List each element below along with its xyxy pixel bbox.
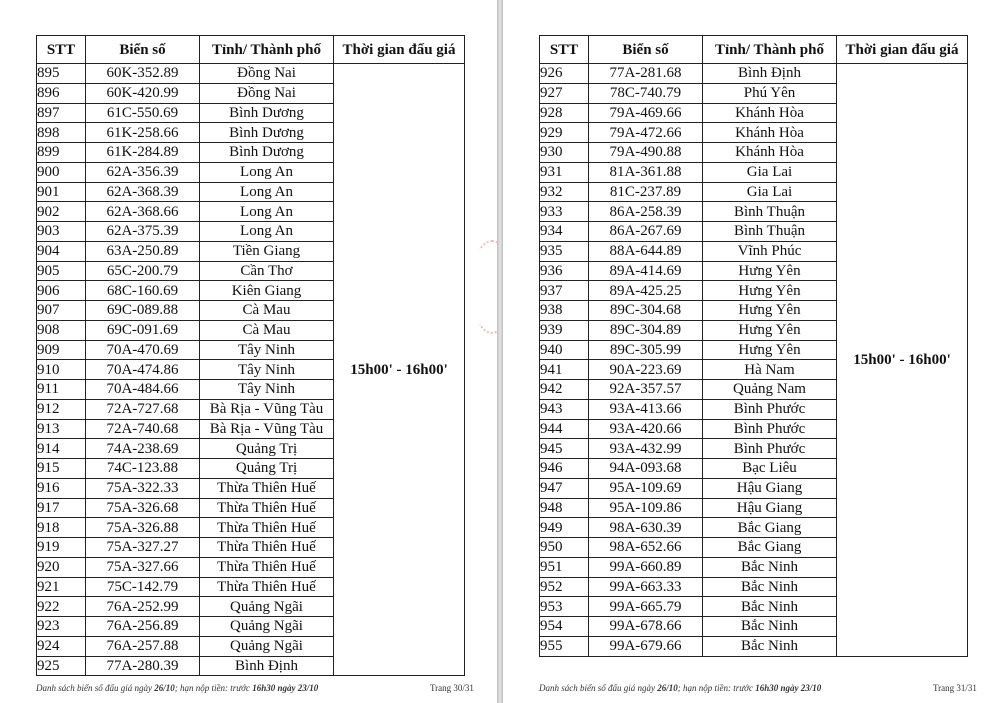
plate-cell: 93A-432.99 xyxy=(589,439,703,459)
table-row xyxy=(37,64,465,84)
plate-cell: 94A-093.68 xyxy=(589,459,703,479)
province-cell: Quảng Ngãi xyxy=(200,636,334,656)
province-cell: Đồng Nai xyxy=(200,83,334,103)
stt-cell: 906 xyxy=(37,281,86,301)
header-province: Tỉnh/ Thành phố xyxy=(200,36,334,64)
plate-cell: 93A-413.66 xyxy=(589,399,703,419)
province-cell: Quảng Ngãi xyxy=(200,597,334,617)
province-cell: Bình Dương xyxy=(200,123,334,143)
province-cell: Bình Phước xyxy=(703,439,837,459)
plate-cell: 76A-252.99 xyxy=(86,597,200,617)
plate-cell: 75A-327.27 xyxy=(86,538,200,558)
plate-cell: 61K-284.89 xyxy=(86,143,200,163)
plate-cell: 75A-327.66 xyxy=(86,557,200,577)
plate-cell: 92A-357.57 xyxy=(589,380,703,400)
stt-cell: 937 xyxy=(540,281,589,301)
footer-date: 26/10 xyxy=(154,683,175,693)
stt-cell: 920 xyxy=(37,557,86,577)
stt-cell: 931 xyxy=(540,162,589,182)
plate-cell: 77A-281.68 xyxy=(589,64,703,84)
plate-cell: 69C-091.69 xyxy=(86,320,200,340)
province-cell: Bắc Giang xyxy=(703,538,837,558)
plate-cell: 81A-361.88 xyxy=(589,162,703,182)
province-cell: Thừa Thiên Huế xyxy=(200,518,334,538)
plate-cell: 99A-665.79 xyxy=(589,597,703,617)
plate-cell: 89C-305.99 xyxy=(589,340,703,360)
plate-cell: 76A-256.89 xyxy=(86,617,200,637)
province-cell: Tây Ninh xyxy=(200,340,334,360)
province-cell: Hưng Yên xyxy=(703,301,837,321)
stt-cell: 932 xyxy=(540,182,589,202)
plate-cell: 60K-352.89 xyxy=(86,64,200,84)
stt-cell: 949 xyxy=(540,518,589,538)
province-cell: Hậu Giang xyxy=(703,478,837,498)
plate-cell: 70A-484.66 xyxy=(86,380,200,400)
plate-cell: 76A-257.88 xyxy=(86,636,200,656)
document-page-left xyxy=(0,0,497,703)
page-number-left: Trang 30/31 xyxy=(430,683,474,693)
province-cell: Cà Mau xyxy=(200,301,334,321)
header-province: Tỉnh/ Thành phố xyxy=(703,36,837,64)
province-cell: Bình Định xyxy=(703,64,837,84)
stt-cell: 900 xyxy=(37,162,86,182)
province-cell: Quảng Ngãi xyxy=(200,617,334,637)
province-cell: Bắc Ninh xyxy=(703,617,837,637)
footer-deadline: 16h30 ngày 23/10 xyxy=(755,683,822,693)
stt-cell: 904 xyxy=(37,241,86,261)
province-cell: Cần Thơ xyxy=(200,261,334,281)
header-time: Thời gian đấu giá xyxy=(334,36,465,64)
footer-text: Danh sách biển số đấu giá ngày xyxy=(539,683,658,693)
plate-cell: 70A-474.86 xyxy=(86,360,200,380)
province-cell: Bình Thuận xyxy=(703,202,837,222)
plate-cell: 62A-368.39 xyxy=(86,182,200,202)
plate-cell: 89C-304.68 xyxy=(589,301,703,321)
province-cell: Long An xyxy=(200,162,334,182)
stt-cell: 940 xyxy=(540,340,589,360)
table-body-right xyxy=(540,64,968,657)
stt-cell: 902 xyxy=(37,202,86,222)
plate-cell: 81C-237.89 xyxy=(589,182,703,202)
plate-cell: 89C-304.89 xyxy=(589,320,703,340)
plate-cell: 95A-109.69 xyxy=(589,478,703,498)
stt-cell: 898 xyxy=(37,123,86,143)
stt-cell: 945 xyxy=(540,439,589,459)
plate-cell: 63A-250.89 xyxy=(86,241,200,261)
stt-cell: 896 xyxy=(37,83,86,103)
stt-cell: 935 xyxy=(540,241,589,261)
stt-cell: 918 xyxy=(37,518,86,538)
auction-table-right xyxy=(539,35,968,657)
plate-cell: 75A-322.33 xyxy=(86,478,200,498)
stt-cell: 917 xyxy=(37,498,86,518)
document-page-right xyxy=(503,0,1000,703)
stt-cell: 951 xyxy=(540,557,589,577)
plate-cell: 79A-490.88 xyxy=(589,143,703,163)
plate-cell: 68C-160.69 xyxy=(86,281,200,301)
stt-cell: 921 xyxy=(37,577,86,597)
footer-note-left xyxy=(36,683,318,693)
province-cell: Hưng Yên xyxy=(703,261,837,281)
province-cell: Bà Rịa - Vũng Tàu xyxy=(200,419,334,439)
stt-cell: 933 xyxy=(540,202,589,222)
province-cell: Hưng Yên xyxy=(703,320,837,340)
province-cell: Tây Ninh xyxy=(200,380,334,400)
table-header-row xyxy=(37,36,465,64)
stt-cell: 909 xyxy=(37,340,86,360)
province-cell: Bình Định xyxy=(200,656,334,676)
stt-cell: 916 xyxy=(37,478,86,498)
stt-cell: 914 xyxy=(37,439,86,459)
province-cell: Bình Dương xyxy=(200,143,334,163)
plate-cell: 60K-420.99 xyxy=(86,83,200,103)
plate-cell: 90A-223.69 xyxy=(589,360,703,380)
province-cell: Hà Nam xyxy=(703,360,837,380)
province-cell: Hưng Yên xyxy=(703,281,837,301)
province-cell: Vĩnh Phúc xyxy=(703,241,837,261)
footer-text: ; hạn nộp tiền: trước xyxy=(174,683,253,693)
plate-cell: 72A-740.68 xyxy=(86,419,200,439)
plate-cell: 75A-326.88 xyxy=(86,518,200,538)
plate-cell: 99A-679.66 xyxy=(589,636,703,656)
plate-cell: 79A-469.66 xyxy=(589,103,703,123)
province-cell: Bình Thuận xyxy=(703,222,837,242)
stt-cell: 905 xyxy=(37,261,86,281)
stt-cell: 908 xyxy=(37,320,86,340)
province-cell: Bắc Ninh xyxy=(703,577,837,597)
stt-cell: 939 xyxy=(540,320,589,340)
stt-cell: 922 xyxy=(37,597,86,617)
plate-cell: 77A-280.39 xyxy=(86,656,200,676)
stt-cell: 942 xyxy=(540,380,589,400)
plate-cell: 86A-258.39 xyxy=(589,202,703,222)
province-cell: Khánh Hòa xyxy=(703,123,837,143)
plate-cell: 62A-356.39 xyxy=(86,162,200,182)
stt-cell: 910 xyxy=(37,360,86,380)
footer-date: 26/10 xyxy=(657,683,678,693)
stt-cell: 924 xyxy=(37,636,86,656)
province-cell: Hậu Giang xyxy=(703,498,837,518)
auction-time-cell: 15h00' - 16h00' xyxy=(837,64,968,657)
header-plate: Biển số xyxy=(86,36,200,64)
footer-text: Danh sách biển số đấu giá ngày xyxy=(36,683,155,693)
plate-cell: 61K-258.66 xyxy=(86,123,200,143)
plate-cell: 86A-267.69 xyxy=(589,222,703,242)
stt-cell: 919 xyxy=(37,538,86,558)
province-cell: Bà Rịa - Vũng Tàu xyxy=(200,399,334,419)
province-cell: Bắc Giang xyxy=(703,518,837,538)
stt-cell: 946 xyxy=(540,459,589,479)
province-cell: Đồng Nai xyxy=(200,64,334,84)
plate-cell: 99A-678.66 xyxy=(589,617,703,637)
plate-cell: 70A-470.69 xyxy=(86,340,200,360)
plate-cell: 99A-660.89 xyxy=(589,557,703,577)
province-cell: Bắc Ninh xyxy=(703,557,837,577)
header-plate: Biển số xyxy=(589,36,703,64)
plate-cell: 69C-089.88 xyxy=(86,301,200,321)
plate-cell: 74A-238.69 xyxy=(86,439,200,459)
stt-cell: 925 xyxy=(37,656,86,676)
province-cell: Thừa Thiên Huế xyxy=(200,577,334,597)
province-cell: Tây Ninh xyxy=(200,360,334,380)
province-cell: Bạc Liêu xyxy=(703,459,837,479)
province-cell: Tiền Giang xyxy=(200,241,334,261)
province-cell: Phú Yên xyxy=(703,83,837,103)
province-cell: Bắc Ninh xyxy=(703,636,837,656)
footer-note-right xyxy=(539,683,821,693)
stt-cell: 944 xyxy=(540,419,589,439)
plate-cell: 89A-414.69 xyxy=(589,261,703,281)
stt-cell: 926 xyxy=(540,64,589,84)
province-cell: Long An xyxy=(200,222,334,242)
auction-table-left xyxy=(36,35,465,676)
header-time: Thời gian đấu giá xyxy=(837,36,968,64)
stt-cell: 952 xyxy=(540,577,589,597)
province-cell: Kiên Giang xyxy=(200,281,334,301)
province-cell: Bình Phước xyxy=(703,419,837,439)
plate-cell: 65C-200.79 xyxy=(86,261,200,281)
province-cell: Long An xyxy=(200,202,334,222)
plate-cell: 75C-142.79 xyxy=(86,577,200,597)
plate-cell: 79A-472.66 xyxy=(589,123,703,143)
table-row xyxy=(540,64,968,84)
stt-cell: 950 xyxy=(540,538,589,558)
province-cell: Quảng Nam xyxy=(703,380,837,400)
province-cell: Gia Lai xyxy=(703,182,837,202)
province-cell: Quảng Trị xyxy=(200,439,334,459)
plate-cell: 89A-425.25 xyxy=(589,281,703,301)
stt-cell: 927 xyxy=(540,83,589,103)
stt-cell: 955 xyxy=(540,636,589,656)
province-cell: Bình Dương xyxy=(200,103,334,123)
stt-cell: 899 xyxy=(37,143,86,163)
stt-cell: 907 xyxy=(37,301,86,321)
stt-cell: 938 xyxy=(540,301,589,321)
footer-deadline: 16h30 ngày 23/10 xyxy=(252,683,319,693)
footer-text: ; hạn nộp tiền: trước xyxy=(677,683,756,693)
stt-cell: 934 xyxy=(540,222,589,242)
plate-cell: 99A-663.33 xyxy=(589,577,703,597)
province-cell: Long An xyxy=(200,182,334,202)
stt-cell: 903 xyxy=(37,222,86,242)
plate-cell: 95A-109.86 xyxy=(589,498,703,518)
stt-cell: 929 xyxy=(540,123,589,143)
province-cell: Bình Phước xyxy=(703,399,837,419)
province-cell: Bắc Ninh xyxy=(703,597,837,617)
stt-cell: 895 xyxy=(37,64,86,84)
province-cell: Cà Mau xyxy=(200,320,334,340)
table-header-row xyxy=(540,36,968,64)
page-number-right: Trang 31/31 xyxy=(933,683,977,693)
table-body-left xyxy=(37,64,465,676)
stt-cell: 930 xyxy=(540,143,589,163)
province-cell: Thừa Thiên Huế xyxy=(200,538,334,558)
province-cell: Khánh Hòa xyxy=(703,103,837,123)
plate-cell: 62A-375.39 xyxy=(86,222,200,242)
stt-cell: 941 xyxy=(540,360,589,380)
auction-time-cell: 15h00' - 16h00' xyxy=(334,64,465,676)
plate-cell: 88A-644.89 xyxy=(589,241,703,261)
plate-cell: 61C-550.69 xyxy=(86,103,200,123)
plate-cell: 72A-727.68 xyxy=(86,399,200,419)
stt-cell: 928 xyxy=(540,103,589,123)
stt-cell: 953 xyxy=(540,597,589,617)
province-cell: Quảng Trị xyxy=(200,459,334,479)
stt-cell: 912 xyxy=(37,399,86,419)
stt-cell: 923 xyxy=(37,617,86,637)
stt-cell: 954 xyxy=(540,617,589,637)
stt-cell: 901 xyxy=(37,182,86,202)
province-cell: Thừa Thiên Huế xyxy=(200,557,334,577)
plate-cell: 75A-326.68 xyxy=(86,498,200,518)
stt-cell: 897 xyxy=(37,103,86,123)
province-cell: Thừa Thiên Huế xyxy=(200,478,334,498)
province-cell: Gia Lai xyxy=(703,162,837,182)
header-stt: STT xyxy=(540,36,589,64)
stt-cell: 943 xyxy=(540,399,589,419)
plate-cell: 62A-368.66 xyxy=(86,202,200,222)
header-stt: STT xyxy=(37,36,86,64)
province-cell: Thừa Thiên Huế xyxy=(200,498,334,518)
stt-cell: 911 xyxy=(37,380,86,400)
plate-cell: 78C-740.79 xyxy=(589,83,703,103)
plate-cell: 98A-630.39 xyxy=(589,518,703,538)
province-cell: Khánh Hòa xyxy=(703,143,837,163)
stt-cell: 948 xyxy=(540,498,589,518)
province-cell: Hưng Yên xyxy=(703,340,837,360)
stt-cell: 947 xyxy=(540,478,589,498)
stt-cell: 936 xyxy=(540,261,589,281)
plate-cell: 98A-652.66 xyxy=(589,538,703,558)
stt-cell: 915 xyxy=(37,459,86,479)
plate-cell: 93A-420.66 xyxy=(589,419,703,439)
plate-cell: 74C-123.88 xyxy=(86,459,200,479)
stt-cell: 913 xyxy=(37,419,86,439)
